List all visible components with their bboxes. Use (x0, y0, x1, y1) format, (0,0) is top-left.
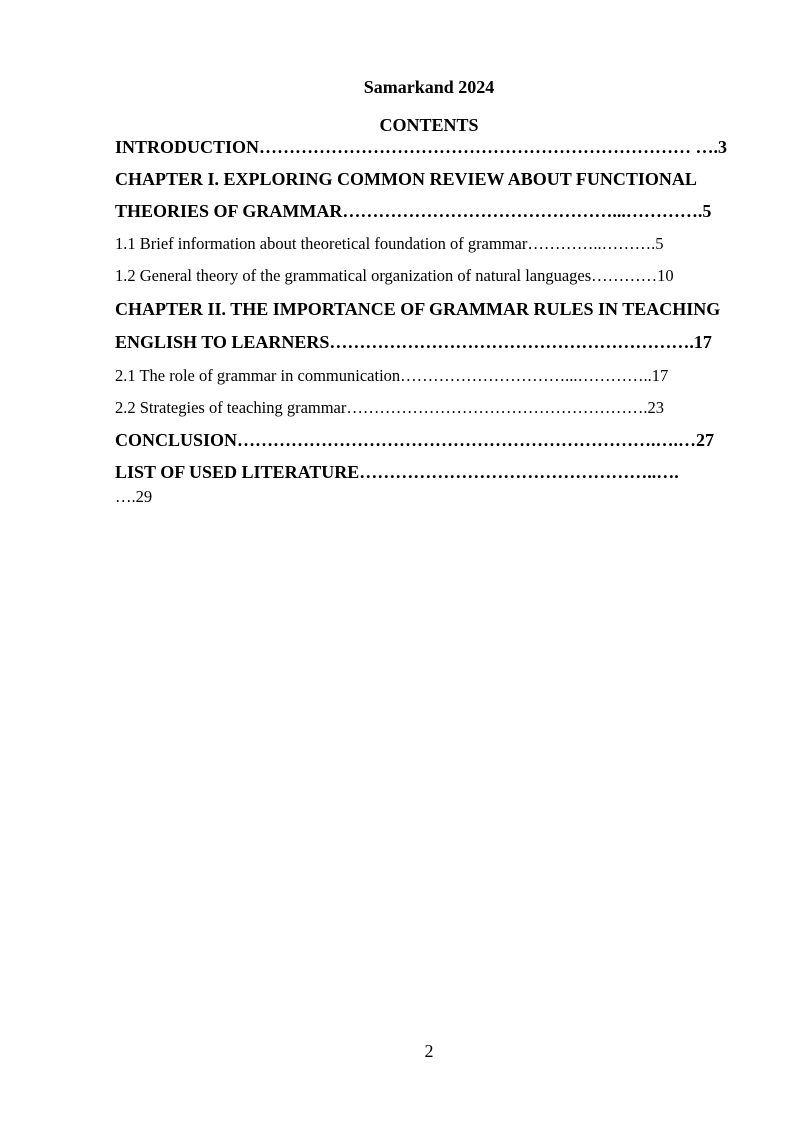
toc-section-1-1: 1.1 Brief information about theoretical foundation of grammar…………..……….5 (115, 234, 664, 253)
toc-chapter-1-title-line-1: CHAPTER I. EXPLORING COMMON REVIEW ABOUT FUNCTIONAL (115, 169, 697, 189)
toc-section-2-1: 2.1 The role of grammar in communication…………………………...…………..17 (115, 366, 669, 385)
toc-literature-line-2: ….29 (115, 487, 153, 506)
toc-literature-line-1: LIST OF USED LITERATURE…………………………………………..…. (115, 462, 679, 482)
toc-introduction: INTRODUCTION……………………………………………………………… ….3 (115, 137, 728, 157)
toc-section-2-2: 2.2 Strategies of teaching grammar……………………………………………….23 (115, 398, 665, 417)
page-number: 2 (424, 1041, 434, 1061)
toc-chapter-2-title-line-1: CHAPTER II. THE IMPORTANCE OF GRAMMAR RULES IN TEACHING (115, 299, 721, 319)
toc-chapter-2-title-line-2: ENGLISH TO LEARNERS…………………………………………………….17 (115, 332, 712, 352)
toc-conclusion: CONCLUSION…………………………………………………………….….…27 (115, 430, 715, 450)
contents-title: CONTENTS (379, 115, 479, 135)
toc-section-1-2: 1.2 General theory of the grammatical organization of natural languages…………10 (115, 266, 674, 285)
toc-chapter-1-title-line-2: THEORIES OF GRAMMAR………………………………………...………….5 (115, 201, 712, 221)
city-year-line: Samarkand 2024 (363, 77, 495, 97)
